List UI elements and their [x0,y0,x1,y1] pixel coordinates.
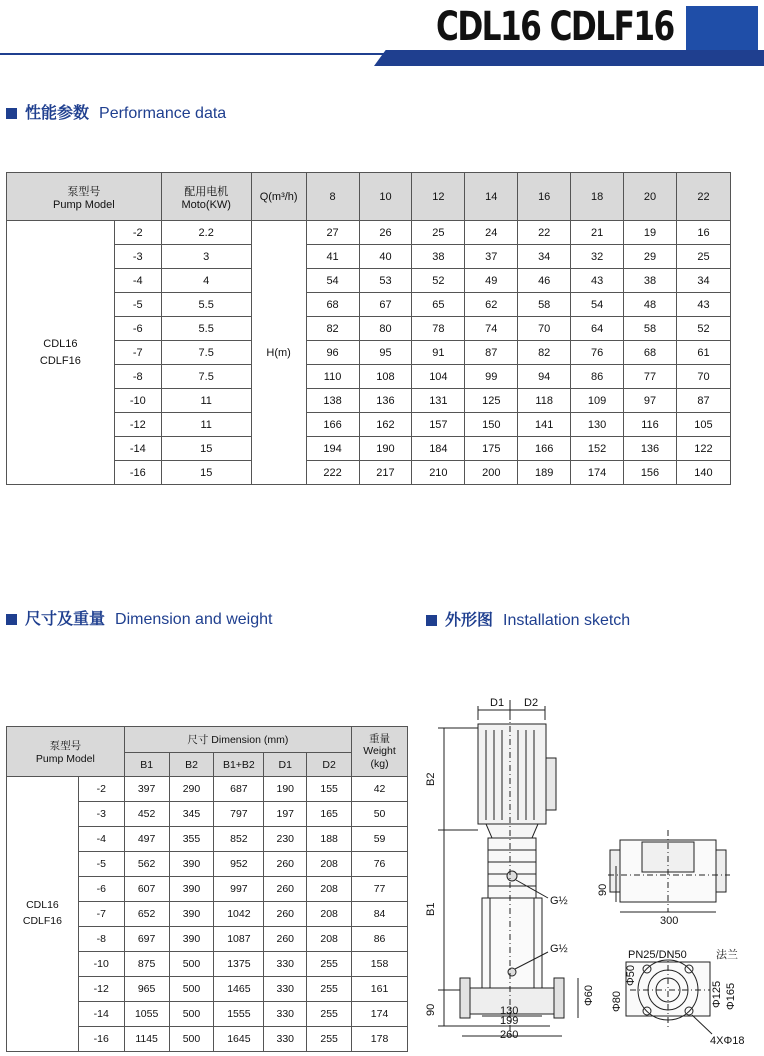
head-value-cell: 48 [624,293,677,317]
head-value-cell: 58 [624,317,677,341]
dimension-value-cell: 500 [169,1027,214,1052]
head-value-cell: 190 [359,437,412,461]
flow-header: Q(m³/h) [251,173,306,221]
head-value-cell: 131 [412,389,465,413]
head-value-cell: 77 [624,365,677,389]
stage-cell: -2 [78,777,124,802]
head-value-cell: 70 [676,365,730,389]
dimension-value-cell: 188 [307,827,352,852]
head-value-cell: 200 [465,461,518,485]
dimension-value-cell: 155 [307,777,352,802]
label-300: 300 [660,915,679,927]
dimension-value-cell: 345 [169,802,214,827]
stage-cell: -2 [114,221,161,245]
square-bullet-icon [426,615,437,626]
label-g-upper: G½ [550,895,568,907]
flow-value: 18 [571,173,624,221]
head-value-cell: 140 [676,461,730,485]
performance-row [7,437,731,461]
dimension-value-cell: 397 [124,777,169,802]
head-value-cell: 184 [412,437,465,461]
col-b1: B1 [124,753,169,777]
head-value-cell: 105 [676,413,730,437]
dimension-value-cell: 1375 [214,952,264,977]
label-260: 260 [500,1029,519,1041]
dimension-value-cell: 255 [307,952,352,977]
dimension-value-cell: 607 [124,877,169,902]
label-phi50: Φ50 [625,964,637,986]
dimension-value-cell: 1145 [124,1027,169,1052]
head-value-cell: 52 [412,269,465,293]
dimension-value-cell: 500 [169,977,214,1002]
square-bullet-icon [6,614,17,625]
head-value-cell: 138 [306,389,359,413]
head-value-cell: 122 [676,437,730,461]
dimension-value-cell: 260 [264,902,307,927]
head-value-cell: 52 [676,317,730,341]
head-value-cell: 82 [306,317,359,341]
label-130: 130 [500,1005,519,1017]
weight-cell: 42 [352,777,408,802]
weight-cell: 174 [352,1002,408,1027]
dimension-value-cell: 255 [307,977,352,1002]
head-value-cell: 43 [571,269,624,293]
label-phi165: Φ165 [725,982,737,1010]
performance-header-row [7,173,731,221]
dimension-value-cell: 1465 [214,977,264,1002]
head-value-cell: 19 [624,221,677,245]
head-value-cell: 150 [465,413,518,437]
weight-cell: 178 [352,1027,408,1052]
dimension-value-cell: 208 [307,852,352,877]
motor-cell: 11 [161,389,251,413]
head-value-cell: 174 [571,461,624,485]
head-value-cell: 38 [624,269,677,293]
head-value-cell: 152 [571,437,624,461]
label-phi60: Φ60 [583,984,595,1006]
col-d2: D2 [307,753,352,777]
motor-cell: 7.5 [161,365,251,389]
performance-row [7,365,731,389]
head-value-cell: 37 [465,245,518,269]
flow-value: 22 [676,173,730,221]
head-value-cell: 16 [676,221,730,245]
dimension-value-cell: 875 [124,952,169,977]
inlet-flange [460,978,470,1018]
head-value-cell: 156 [624,461,677,485]
dimension-value-cell: 390 [169,877,214,902]
motor-cell: 15 [161,461,251,485]
head-value-cell: 65 [412,293,465,317]
weight-header: 重量 Weight (kg) [352,727,408,777]
performance-row [7,245,731,269]
dimension-value-cell: 390 [169,927,214,952]
dimension-value-cell: 500 [169,952,214,977]
motor-cell: 3 [161,245,251,269]
dimension-value-cell: 165 [307,802,352,827]
head-value-cell: 110 [306,365,359,389]
motor-cell: 11 [161,413,251,437]
label-phi125: Φ125 [711,980,723,1008]
head-value-cell: 74 [465,317,518,341]
head-label-cell: H(m) [251,221,306,485]
flow-value: 10 [359,173,412,221]
performance-table [6,172,731,485]
dimension-value-cell: 260 [264,852,307,877]
dimension-value-cell: 330 [264,1002,307,1027]
weight-cell: 77 [352,877,408,902]
head-value-cell: 29 [624,245,677,269]
label-90-side: 90 [597,883,609,896]
dimension-header: 尺寸 Dimension (mm) [124,727,351,753]
stage-cell: -16 [114,461,161,485]
stage-cell: -5 [78,852,124,877]
stage-cell: -5 [114,293,161,317]
dimension-value-cell: 687 [214,777,264,802]
dimension-value-cell: 497 [124,827,169,852]
pump-model-cell: CDL16 CDLF16 [7,777,79,1052]
square-bullet-icon [6,108,17,119]
plug-icon [508,968,516,976]
weight-cell: 76 [352,852,408,877]
head-value-cell: 26 [359,221,412,245]
dimension-value-cell: 208 [307,927,352,952]
weight-cell: 158 [352,952,408,977]
head-value-cell: 136 [359,389,412,413]
head-value-cell: 94 [518,365,571,389]
head-value-cell: 34 [518,245,571,269]
performance-row [7,269,731,293]
dimension-value-cell: 355 [169,827,214,852]
dimension-value-cell: 230 [264,827,307,852]
stage-cell: -8 [78,927,124,952]
installation-sketch [420,690,764,1056]
dimension-value-cell: 390 [169,902,214,927]
stage-cell: -6 [78,877,124,902]
label-holes: 4XΦ18 [710,1035,745,1047]
label-flange: PN25/DN50 [628,949,687,961]
head-value-cell: 24 [465,221,518,245]
head-value-cell: 210 [412,461,465,485]
dimension-value-cell: 1042 [214,902,264,927]
head-value-cell: 41 [306,245,359,269]
dimension-value-cell: 562 [124,852,169,877]
stage-cell: -10 [78,952,124,977]
dimension-value-cell: 330 [264,977,307,1002]
head-value-cell: 96 [306,341,359,365]
head-value-cell: 87 [676,389,730,413]
weight-cell: 59 [352,827,408,852]
flow-value: 14 [465,173,518,221]
head-value-cell: 136 [624,437,677,461]
dimension-value-cell: 208 [307,877,352,902]
section-heading-dimension: 尺寸及重量 Dimension and weight [6,606,272,629]
flow-value: 8 [306,173,359,221]
motor-cell: 4 [161,269,251,293]
head-value-cell: 97 [624,389,677,413]
dimension-value-cell: 997 [214,877,264,902]
stage-cell: -12 [78,977,124,1002]
stage-cell: -14 [78,1002,124,1027]
dimension-value-cell: 190 [264,777,307,802]
dimension-value-cell: 255 [307,1002,352,1027]
label-199: 199 [500,1015,519,1027]
performance-row [7,221,731,245]
weight-cell: 161 [352,977,408,1002]
dimension-value-cell: 197 [264,802,307,827]
head-value-cell: 62 [465,293,518,317]
dimension-value-cell: 290 [169,777,214,802]
head-value-cell: 141 [518,413,571,437]
head-value-cell: 194 [306,437,359,461]
dimension-value-cell: 330 [264,1027,307,1052]
head-value-cell: 189 [518,461,571,485]
dimension-value-cell: 260 [264,927,307,952]
head-value-cell: 80 [359,317,412,341]
performance-row [7,317,731,341]
dimension-value-cell: 797 [214,802,264,827]
head-value-cell: 166 [518,437,571,461]
motor-cell: 15 [161,437,251,461]
flow-value: 16 [518,173,571,221]
weight-cell: 86 [352,927,408,952]
dimension-value-cell: 965 [124,977,169,1002]
head-value-cell: 70 [518,317,571,341]
label-g-lower: G½ [550,943,568,955]
flow-value: 12 [412,173,465,221]
stage-cell: -4 [78,827,124,852]
dimension-value-cell: 697 [124,927,169,952]
head-value-cell: 43 [676,293,730,317]
plug-icon [507,871,517,881]
motor-body [478,724,546,824]
head-value-cell: 78 [412,317,465,341]
head-value-cell: 116 [624,413,677,437]
dimension-value-cell: 500 [169,1002,214,1027]
stage-cell: -7 [78,902,124,927]
head-value-cell: 166 [306,413,359,437]
dimension-value-cell: 260 [264,877,307,902]
col-b2: B2 [169,753,214,777]
stage-cell: -12 [114,413,161,437]
weight-cell: 50 [352,802,408,827]
head-value-cell: 157 [412,413,465,437]
motor-cell: 7.5 [161,341,251,365]
motor-cell: 5.5 [161,293,251,317]
label-flange-cn: 法兰 [716,949,738,961]
head-value-cell: 34 [676,269,730,293]
label-phi80: Φ80 [611,990,623,1012]
head-value-cell: 109 [571,389,624,413]
dimension-value-cell: 330 [264,952,307,977]
head-value-cell: 162 [359,413,412,437]
stage-cell: -7 [114,341,161,365]
flow-value: 20 [624,173,677,221]
dimension-value-cell: 1055 [124,1002,169,1027]
head-value-cell: 99 [465,365,518,389]
head-value-cell: 87 [465,341,518,365]
dimension-row [7,777,408,802]
stage-cell: -3 [114,245,161,269]
label-d1: D1 [490,697,505,709]
head-value-cell: 54 [571,293,624,317]
head-value-cell: 58 [518,293,571,317]
dimension-value-cell: 652 [124,902,169,927]
head-value-cell: 86 [571,365,624,389]
head-value-cell: 22 [518,221,571,245]
stage-cell: -16 [78,1027,124,1052]
dimension-value-cell: 852 [214,827,264,852]
label-b1: B1 [425,902,437,916]
head-value-cell: 82 [518,341,571,365]
pump-model-header: 泵型号 Pump Model [7,727,125,777]
dimension-value-cell: 1555 [214,1002,264,1027]
head-value-cell: 40 [359,245,412,269]
header-bar [374,50,764,66]
stage-cell: -6 [114,317,161,341]
performance-row [7,413,731,437]
dimension-value-cell: 952 [214,852,264,877]
head-value-cell: 125 [465,389,518,413]
head-value-cell: 49 [465,269,518,293]
head-value-cell: 217 [359,461,412,485]
head-value-cell: 67 [359,293,412,317]
dimension-value-cell: 452 [124,802,169,827]
dimension-value-cell: 255 [307,1027,352,1052]
stage-cell: -4 [114,269,161,293]
head-value-cell: 130 [571,413,624,437]
stage-cell: -8 [114,365,161,389]
head-value-cell: 46 [518,269,571,293]
dimension-header-row [7,727,408,753]
head-value-cell: 61 [676,341,730,365]
motor-header: 配用电机 Moto(KW) [161,173,251,221]
head-value-cell: 91 [412,341,465,365]
pump-model-cell: CDL16 CDLF16 [7,221,115,485]
dimension-value-cell: 1087 [214,927,264,952]
head-value-cell: 53 [359,269,412,293]
stage-cell: -10 [114,389,161,413]
head-value-cell: 27 [306,221,359,245]
section-heading-performance: 性能参数 Performance data [6,100,226,123]
head-value-cell: 21 [571,221,624,245]
dimension-value-cell: 208 [307,902,352,927]
header-accent-block [686,6,758,50]
label-b2: B2 [425,772,437,786]
head-value-cell: 38 [412,245,465,269]
head-value-cell: 104 [412,365,465,389]
head-value-cell: 95 [359,341,412,365]
performance-row [7,461,731,485]
label-d2: D2 [524,697,539,709]
pump-head [488,838,536,898]
stage-cell: -3 [78,802,124,827]
head-value-cell: 68 [306,293,359,317]
head-value-cell: 54 [306,269,359,293]
motor-adapter [486,824,538,838]
terminal-box [546,758,556,810]
head-value-cell: 25 [412,221,465,245]
outlet-flange [554,978,564,1018]
dimension-value-cell: 390 [169,852,214,877]
performance-row [7,293,731,317]
stage-cell: -14 [114,437,161,461]
col-b1b2: B1+B2 [214,753,264,777]
dimension-value-cell: 1645 [214,1027,264,1052]
pump-model-header: 泵型号 Pump Model [7,173,162,221]
weight-cell: 84 [352,902,408,927]
head-value-cell: 68 [624,341,677,365]
section-heading-sketch: 外形图 Installation sketch [426,607,630,630]
page-title: CDL16 CDLF16 [436,4,674,50]
head-value-cell: 175 [465,437,518,461]
label-90-left: 90 [425,1003,437,1016]
motor-cell: 5.5 [161,317,251,341]
head-value-cell: 64 [571,317,624,341]
col-d1: D1 [264,753,307,777]
head-value-cell: 32 [571,245,624,269]
performance-row [7,341,731,365]
motor-cell: 2.2 [161,221,251,245]
head-value-cell: 25 [676,245,730,269]
dimension-table [6,726,408,1052]
head-value-cell: 118 [518,389,571,413]
head-value-cell: 222 [306,461,359,485]
performance-row [7,389,731,413]
head-value-cell: 108 [359,365,412,389]
head-value-cell: 76 [571,341,624,365]
